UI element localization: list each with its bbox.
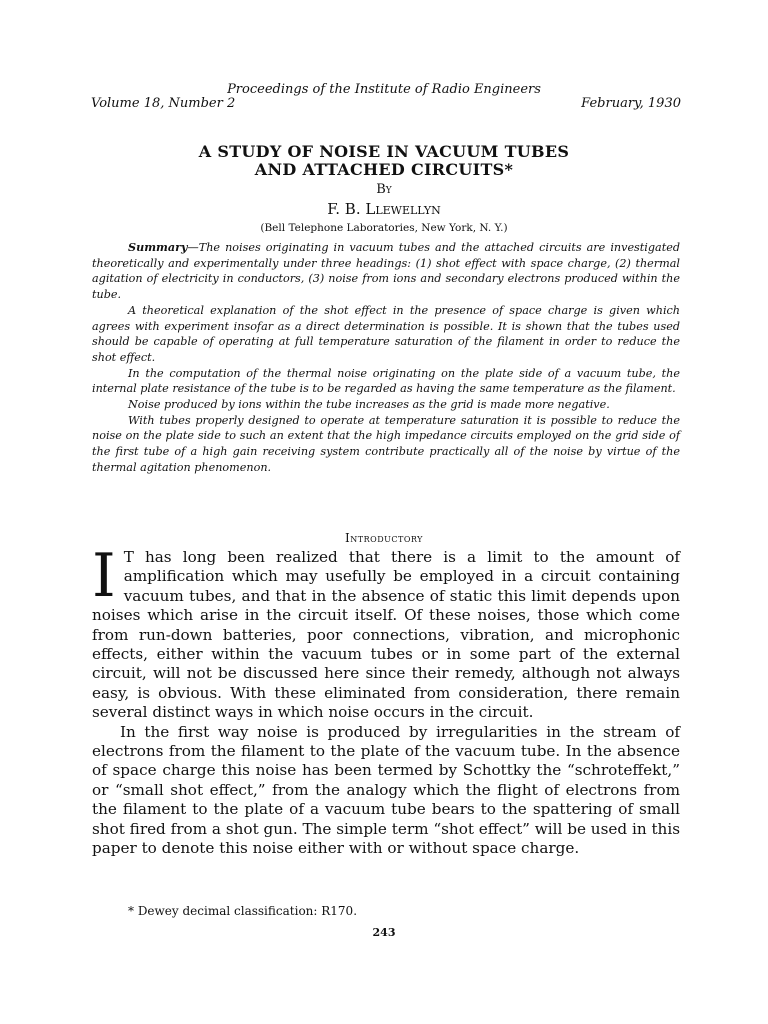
abstract-text: —The noises originating in vacuum tubes and the attached circuits are investigated theoretically and experimentally under three headings: (1) shot effect with space charge, (2) thermal agitation of electricity in conductors, (3) noise from ions and secondary electrons produced within the tube. — [92, 241, 680, 302]
paper-title-line-1: A STUDY OF NOISE IN VACUUM TUBES — [198, 142, 570, 161]
issue-line — [91, 96, 681, 111]
author-affiliation: (Bell Telephone Laboratories, New York, N. Y.) — [260, 222, 508, 234]
journal-name: Proceedings of the Institute of Radio Engineers — [227, 82, 541, 97]
abstract-paragraph: In the computation of the thermal noise originating on the plate side of a vacuum tube, the internal plate resistance of the tube is to be regarded as having the same temperature as the filament. — [92, 366, 680, 396]
section-heading: Introductory — [345, 531, 423, 545]
abstract-paragraph: Noise produced by ions within the tube increases as the grid is made more negative. — [128, 398, 610, 412]
body-paragraph-text: T has long been realized that there is a limit to the amount of amplification which may usefully be employed in a circuit containing vacuum tubes, and that in the absence of static this limit depends upon noises which arise in the circuit itself. Of these noises, those which come from run-down batteries, poor connections, vibration, and microphonic effects, either within the vacuum tubes or in some part of the external circuit, will not be discussed here since their remedy, although not always easy, is obvious. With these eliminated from consideration, there remain several distinct ways in which noise occurs in the circuit. — [92, 548, 680, 722]
volume-number: Volume 18, Number 2 — [91, 96, 236, 111]
paper-title-line-2: AND ATTACHED CIRCUITS* — [254, 160, 514, 179]
abstract-paragraph: A theoretical explanation of the shot effect in the presence of space charge is given which agrees with experiment insofar as a direct determination is possible. It is shown that the tubes used should be capable of operating at full temperature saturation of the filament in order to reduce the shot effect. — [92, 303, 680, 364]
abstract-lead: Summary — [128, 240, 188, 254]
abstract — [92, 240, 680, 476]
byline-by: By — [376, 182, 392, 197]
page-number: 243 — [372, 926, 396, 939]
body-text — [92, 541, 680, 859]
drop-cap: I — [92, 541, 116, 611]
footnote: * Dewey decimal classification: R170. — [128, 904, 358, 918]
body-paragraph: In the first way noise is produced by irregularities in the stream of electrons from the filament to the plate of the vacuum tube. In the absence of space charge this noise has been termed by Schottky the “schroteffekt,” or “small shot effect,” from the analogy which the flight of electrons from the filament to the plate of a vacuum tube bears to the spattering of small shot fired from a shot gun. The simple term “shot effect” will be used in this paper to denote this noise either with or without space charge. — [92, 722, 680, 858]
abstract-paragraph: With tubes properly designed to operate at temperature saturation it is possible to reduce the noise on the plate side to such an extent that the high impedance circuits employed on the grid side of the first tube of a high gain receiving system contribute practically all of the noise by virtue of the thermal agitation phenomenon. — [92, 413, 680, 474]
abstract-paragraph — [92, 240, 680, 303]
issue-date: February, 1930 — [581, 96, 681, 111]
body-paragraph — [92, 541, 680, 723]
author-name: F. B. Llewellyn — [327, 200, 441, 218]
